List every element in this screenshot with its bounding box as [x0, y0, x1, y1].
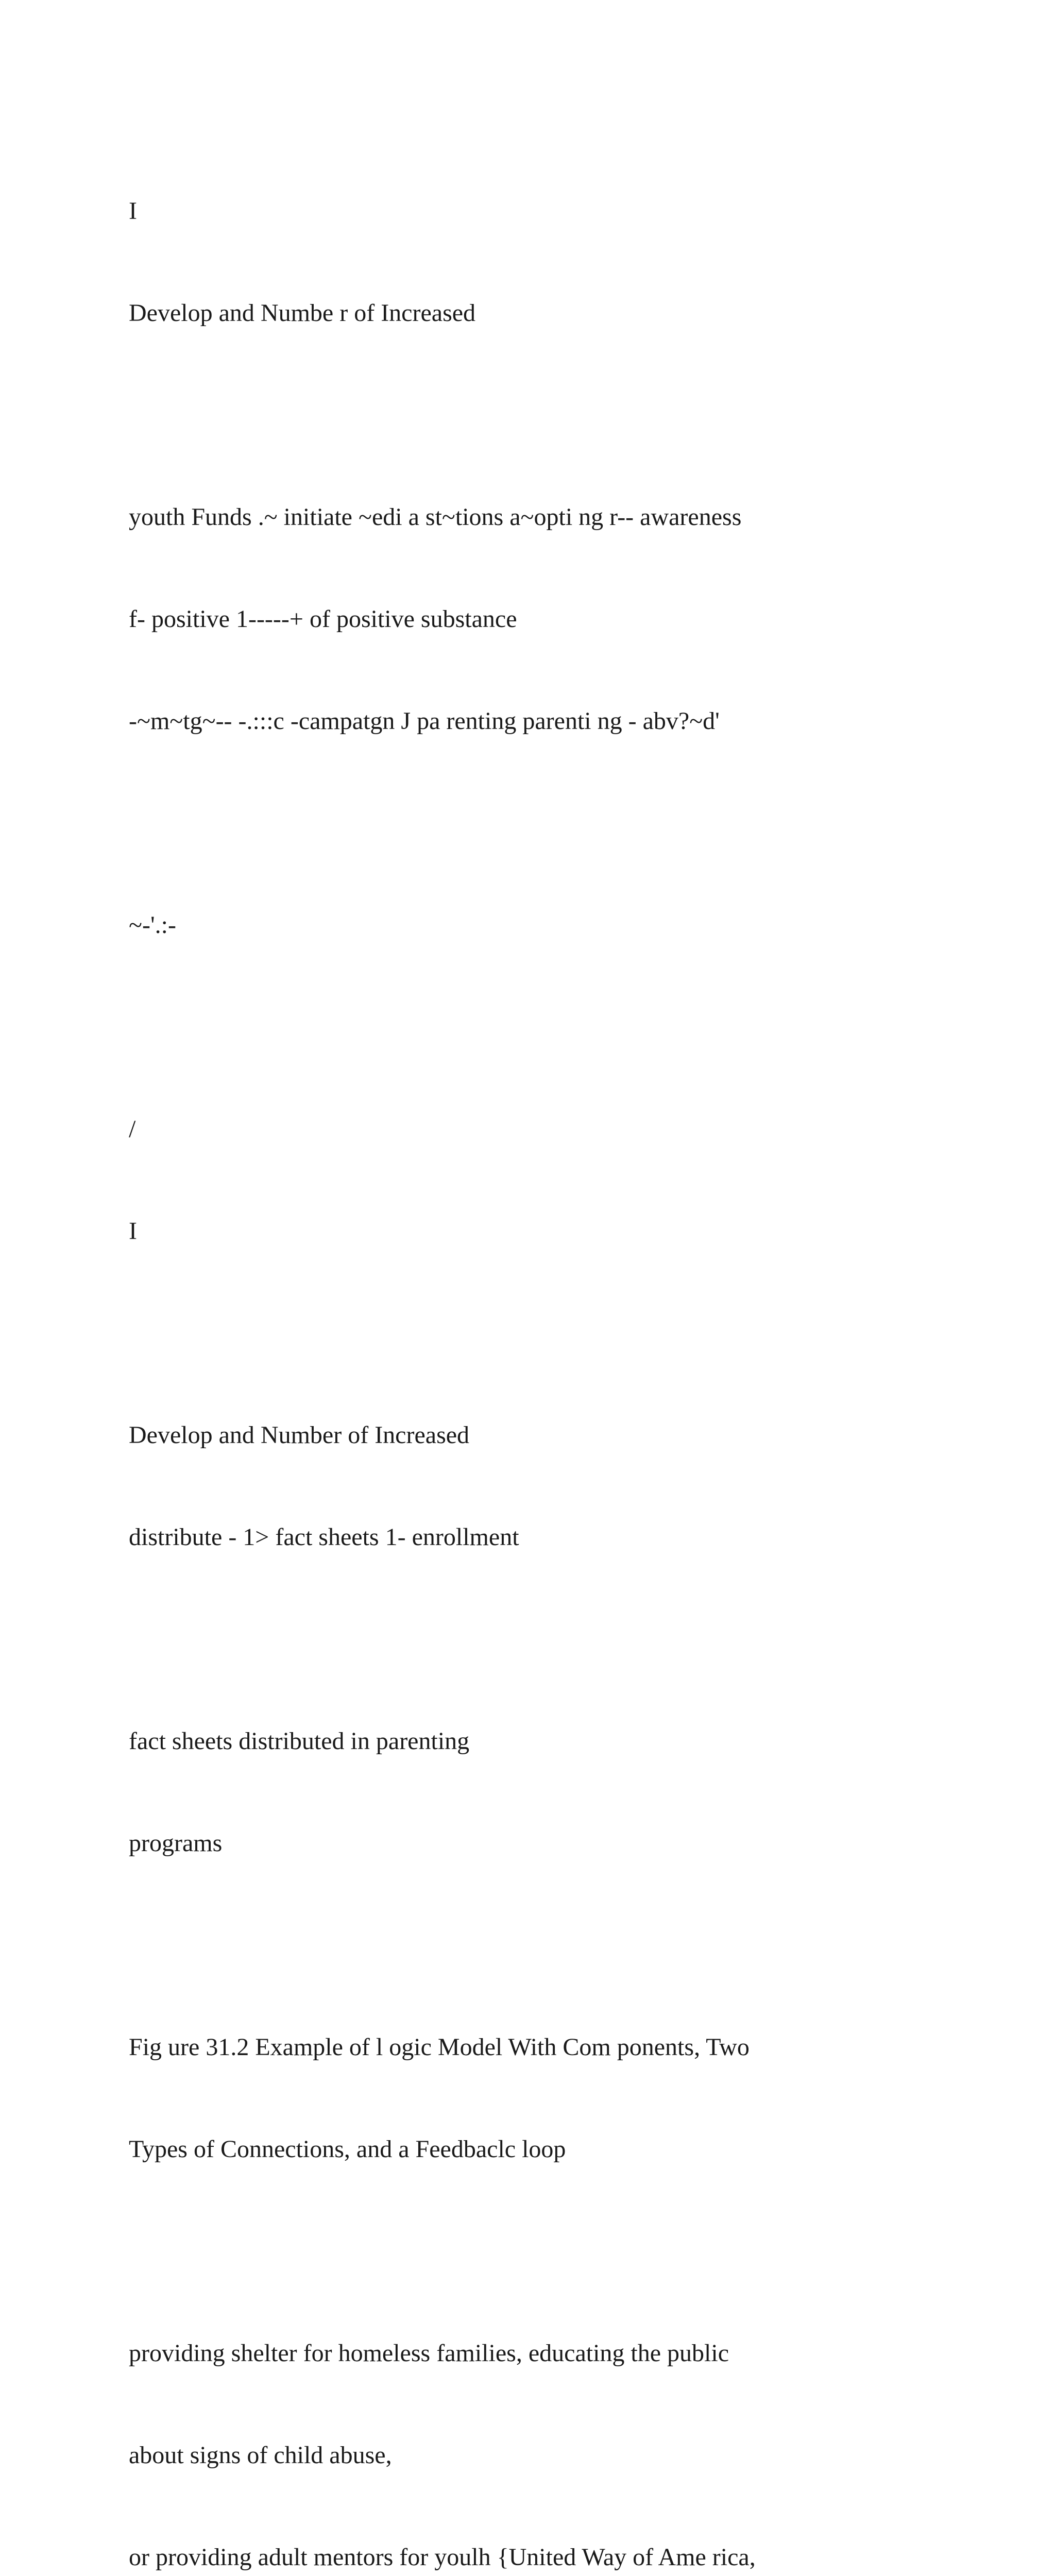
text-line: /	[129, 1115, 136, 1143]
blank-line	[129, 1928, 974, 1962]
blank-line	[129, 2234, 974, 2268]
blank-line	[129, 1316, 974, 1350]
text-line: fact sheets distributed in parenting	[129, 1727, 470, 1755]
text-line: ~-'.:-	[129, 911, 176, 939]
blank-line	[129, 806, 974, 840]
text-line: providing shelter for homeless families, educating the public	[129, 2340, 729, 2367]
text-line: youth Funds .~ initiate ~edi a st~tions a~opti ng r-- awareness	[129, 503, 742, 531]
text-line: -~m~tg~-- -.:::c -campatgn J pa renting parenti ng - abv?~d'	[129, 707, 720, 735]
text-line: f- positive 1-----+ of positive substance	[129, 605, 517, 633]
text-line: Develop and Number of Increased	[129, 1421, 470, 1449]
text-line: I	[129, 197, 137, 225]
text-line: programs	[129, 1829, 223, 1857]
figure-caption-line: Types of Connections, and a Feedbaclc loop	[129, 2136, 566, 2163]
text-line: distribute - 1> fact sheets 1- enrollment	[129, 1523, 519, 1551]
figure-caption-line: Fig ure 31.2 Example of l ogic Model With Com ponents, Two	[129, 2033, 750, 2061]
text-line: or providing adult mentors for youlh {United Way of Ame rica,	[129, 2544, 756, 2571]
document-page	[129, 126, 974, 2576]
text-line: I	[129, 1217, 137, 1245]
blank-line	[129, 398, 974, 432]
text-line: Develop and Numbe r of Increased	[129, 299, 476, 327]
blank-line	[129, 1622, 974, 1656]
blank-line	[129, 1010, 974, 1044]
text-line: about signs of child abuse,	[129, 2442, 392, 2469]
